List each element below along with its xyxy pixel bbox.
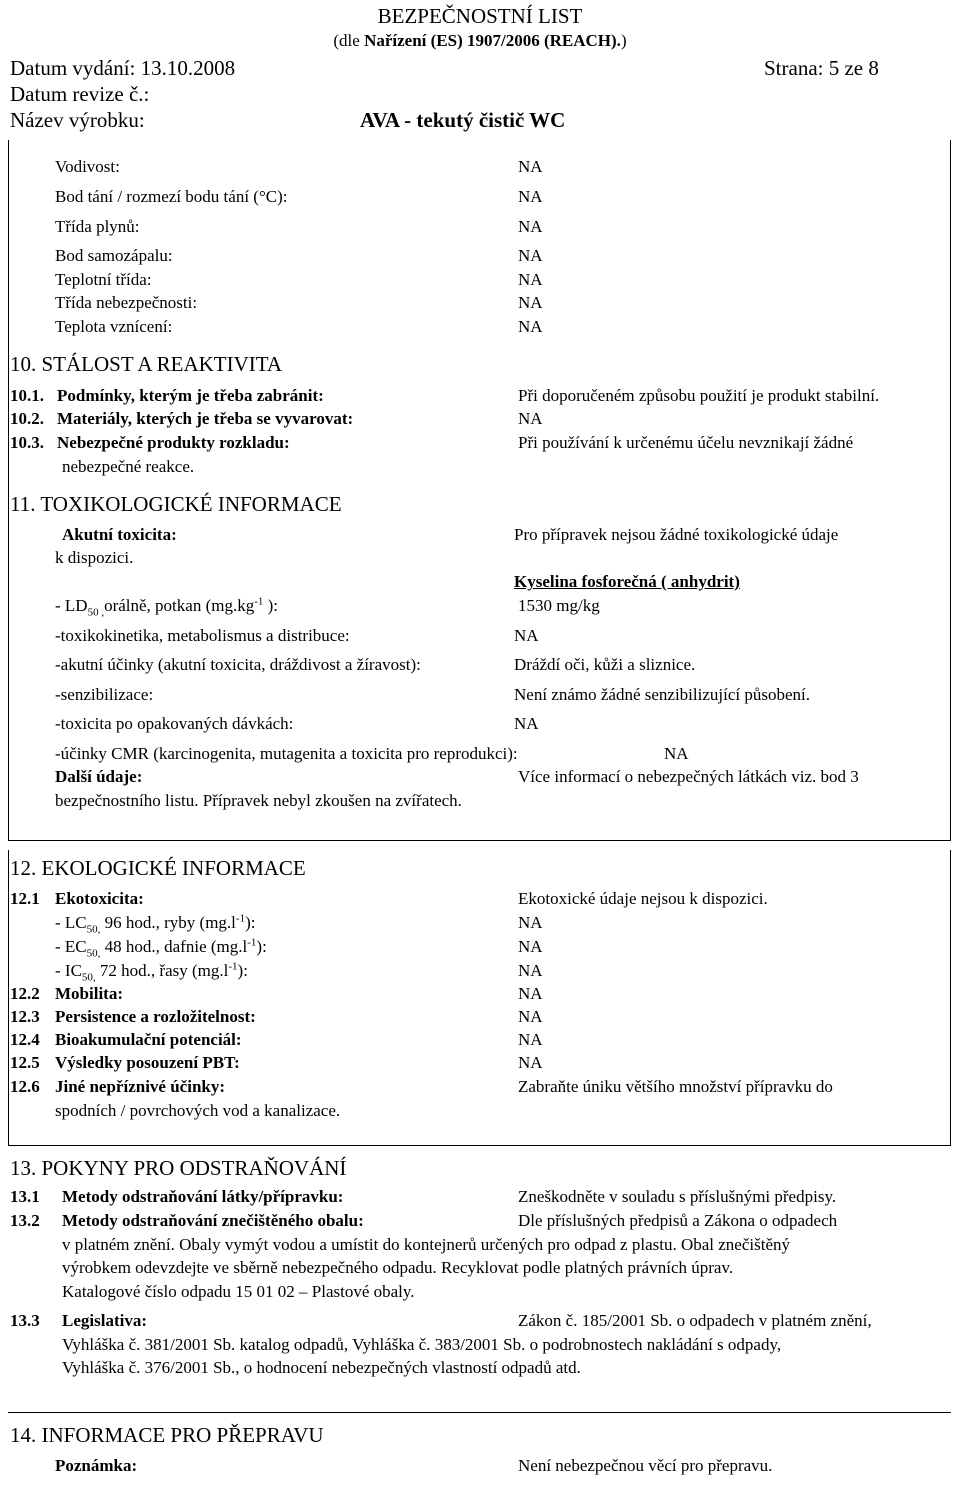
toxicokinetics-label: -toxikokinetika, metabolismus a distribuce: [55, 626, 350, 645]
property-value: NA [518, 187, 543, 206]
item-number: 10.2. [10, 409, 44, 428]
substance-heading: Kyselina fosforečná ( anhydrit) [514, 572, 740, 591]
item-label: Podmínky, kterým je třeba zabránit: [57, 386, 324, 405]
item-value: Ekotoxické údaje nejsou k dispozici. [518, 889, 768, 908]
property-value: NA [518, 270, 543, 289]
regulation-line: (dle Nařízení (ES) 1907/2006 (REACH).) [333, 31, 627, 50]
further-info-value: Více informací o nebezpečných látkách viz. bod 3 [518, 767, 859, 786]
item-label: Nebezpečné produkty rozkladu: [57, 433, 290, 452]
revision-date: Datum revize č.: [10, 82, 150, 106]
item-value: Zabraňte úniku většího množství přípravku do [518, 1077, 833, 1096]
item-value-continued: Vyhláška č. 381/2001 Sb. katalog odpadů, Vyhláška č. 383/2001 Sb. o podrobnostech nakládání s odpady, [62, 1335, 782, 1354]
ic50-label: - $IC_{50,}$ 72 hod., řasy $(mg.l^{-1})$: [55, 960, 248, 984]
property-value: NA [518, 293, 543, 312]
item-value-continued: v platném znění. Obaly vymýt vodou a umístit do kontejnerů určených pro odpad z plastu. Obal znečištěný [62, 1235, 790, 1254]
item-number: 12.1 [10, 889, 40, 908]
section-14-title: 14. INFORMACE PRO PŘEPRAVU [10, 1423, 324, 1447]
sensitization-label: -senzibilizace: [55, 685, 154, 704]
item-number: 12.3 [10, 1007, 40, 1026]
divider-1 [8, 840, 951, 841]
item-value-continued: výrobkem odevzdejte ve sběrně nebezpečného odpadu. Recyklovat podle platných právních úprav. [62, 1258, 734, 1277]
acute-toxicity-label: Akutní toxicita: [62, 525, 177, 544]
item-number: 12.4 [10, 1030, 40, 1049]
item-number: 13.3 [10, 1311, 40, 1330]
repeated-toxicity-value: NA [514, 714, 539, 733]
item-label: Metody odstraňování znečištěného obalu: [62, 1211, 364, 1230]
item-value-continued: Vyhláška č. 376/2001 Sb., o hodnocení nebezpečných vlastností odpadů atd. [62, 1358, 581, 1377]
further-info-label: Další údaje: [55, 767, 143, 786]
document-title: BEZPEČNOSTNÍ LIST [377, 4, 583, 28]
toxicokinetics-value: NA [514, 626, 539, 645]
cmr-value: NA [664, 744, 689, 763]
item-value: Zákon č. 185/2001 Sb. o odpadech v platném znění, [518, 1311, 872, 1330]
frame-left-top [8, 140, 9, 840]
ec50-label: - $EC_{50,}$ 48 hod., dafnie $(mg.l^{-1})$: [55, 936, 267, 960]
further-info-value-continued: bezpečnostního listu. Přípravek nebyl zkoušen na zvířatech. [55, 791, 462, 810]
section-11-title: 11. TOXIKOLOGICKÉ INFORMACE [10, 492, 342, 516]
item-number: 13.2 [10, 1211, 40, 1230]
acute-toxicity-value: Pro přípravek nejsou žádné toxikologické údaje [514, 525, 839, 544]
item-label: Persistence a rozložitelnost: [55, 1007, 256, 1026]
item-value: Při používání k určenému účelu nevznikají žádné [518, 433, 854, 452]
item-label: Legislativa: [62, 1311, 147, 1330]
item-value: Při doporučeném způsobu použití je produkt stabilní. [518, 386, 880, 405]
repeated-toxicity-label: -toxicita po opakovaných dávkách: [55, 714, 294, 733]
item-value: NA [518, 1030, 543, 1049]
property-label: Vodivost: [55, 157, 120, 176]
page-number: Strana: 5 ze 8 [764, 56, 879, 80]
item-number: 12.6 [10, 1077, 40, 1096]
property-value: NA [518, 317, 543, 336]
item-value: NA [518, 1007, 543, 1026]
section-10-title: 10. STÁLOST A REAKTIVITA [10, 352, 283, 376]
acute-toxicity-value-continued: k dispozici. [55, 548, 134, 567]
item-number: 10.3. [10, 433, 44, 452]
item-label: Materiály, kterých je třeba se vyvarovat: [57, 409, 354, 428]
item-value: NA [518, 984, 543, 1003]
item-label: Mobilita: [55, 984, 123, 1003]
product-label: Název výrobku: [10, 108, 145, 132]
property-label: Bod tání / rozmezí bodu tání (°C): [55, 187, 288, 206]
ld50-value: 1530 mg/kg [518, 596, 600, 615]
frame-left-mid [8, 850, 9, 1145]
property-label: Třída nebezpečnosti: [55, 293, 198, 312]
ec50-value: NA [518, 937, 543, 956]
divider-3 [8, 1412, 951, 1413]
item-label: Bioakumulační potenciál: [55, 1030, 242, 1049]
frame-right-top [950, 140, 951, 840]
item-number: 13.1 [10, 1187, 40, 1206]
item-label: Metody odstraňování látky/přípravku: [62, 1187, 344, 1206]
transport-note-label: Poznámka: [55, 1456, 138, 1475]
item-label: Jiné nepříznivé účinky: [55, 1077, 226, 1096]
acute-effects-label: -akutní účinky (akutní toxicita, dráždivost a žíravost): [55, 655, 421, 674]
divider-2 [8, 1145, 951, 1146]
item-value: Zneškodněte v souladu s příslušnými předpisy. [518, 1187, 837, 1206]
ld50-label: - $LD_{50 ,}orá\ln ě$, potkan ($mg.kg^{-1}$ ): [55, 595, 279, 619]
lc50-value: NA [518, 913, 543, 932]
item-number: 12.5 [10, 1053, 40, 1072]
property-label: Teplota vznícení: [55, 317, 173, 336]
item-value-continued: nebezpečné reakce. [62, 457, 195, 476]
cmr-label: -účinky CMR (karcinogenita, mutagenita a toxicita pro reprodukci): [55, 744, 518, 763]
item-value-continued: spodních / povrchových vod a kanalizace. [55, 1101, 341, 1120]
item-label: Ekotoxicita: [55, 889, 144, 908]
item-value: Dle příslušných předpisů a Zákona o odpadech [518, 1211, 838, 1230]
property-label: Teplotní třída: [55, 270, 152, 289]
item-number: 10.1. [10, 386, 44, 405]
property-value: NA [518, 217, 543, 236]
section-12-title: 12. EKOLOGICKÉ INFORMACE [10, 856, 306, 880]
property-value: NA [518, 246, 543, 265]
product-name: AVA - tekutý čistič WC [360, 108, 566, 132]
item-value: NA [518, 409, 543, 428]
issue-date: Datum vydání: 13.10.2008 [10, 56, 236, 80]
property-label: Bod samozápalu: [55, 246, 173, 265]
lc50-label: - $LC_{50,}$ 96 hod., ryby $(mg.l^{-1})$: [55, 912, 256, 936]
item-label: Výsledky posouzení PBT: [55, 1053, 240, 1072]
section-13-title: 13. POKYNY PRO ODSTRAŇOVÁNÍ [10, 1156, 347, 1180]
acute-effects-value: Dráždí oči, kůži a sliznice. [514, 655, 696, 674]
frame-right-mid [950, 850, 951, 1145]
sensitization-value: Není známo žádné senzibilizující působení. [514, 685, 810, 704]
property-value: NA [518, 157, 543, 176]
item-value: NA [518, 1053, 543, 1072]
item-number: 12.2 [10, 984, 40, 1003]
transport-note-value: Není nebezpečnou věcí pro přepravu. [518, 1456, 773, 1475]
property-label: Třída plynů: [55, 217, 140, 236]
item-value-continued: Katalogové číslo odpadu 15 01 02 – Plastové obaly. [62, 1282, 415, 1301]
ic50-value: NA [518, 961, 543, 980]
